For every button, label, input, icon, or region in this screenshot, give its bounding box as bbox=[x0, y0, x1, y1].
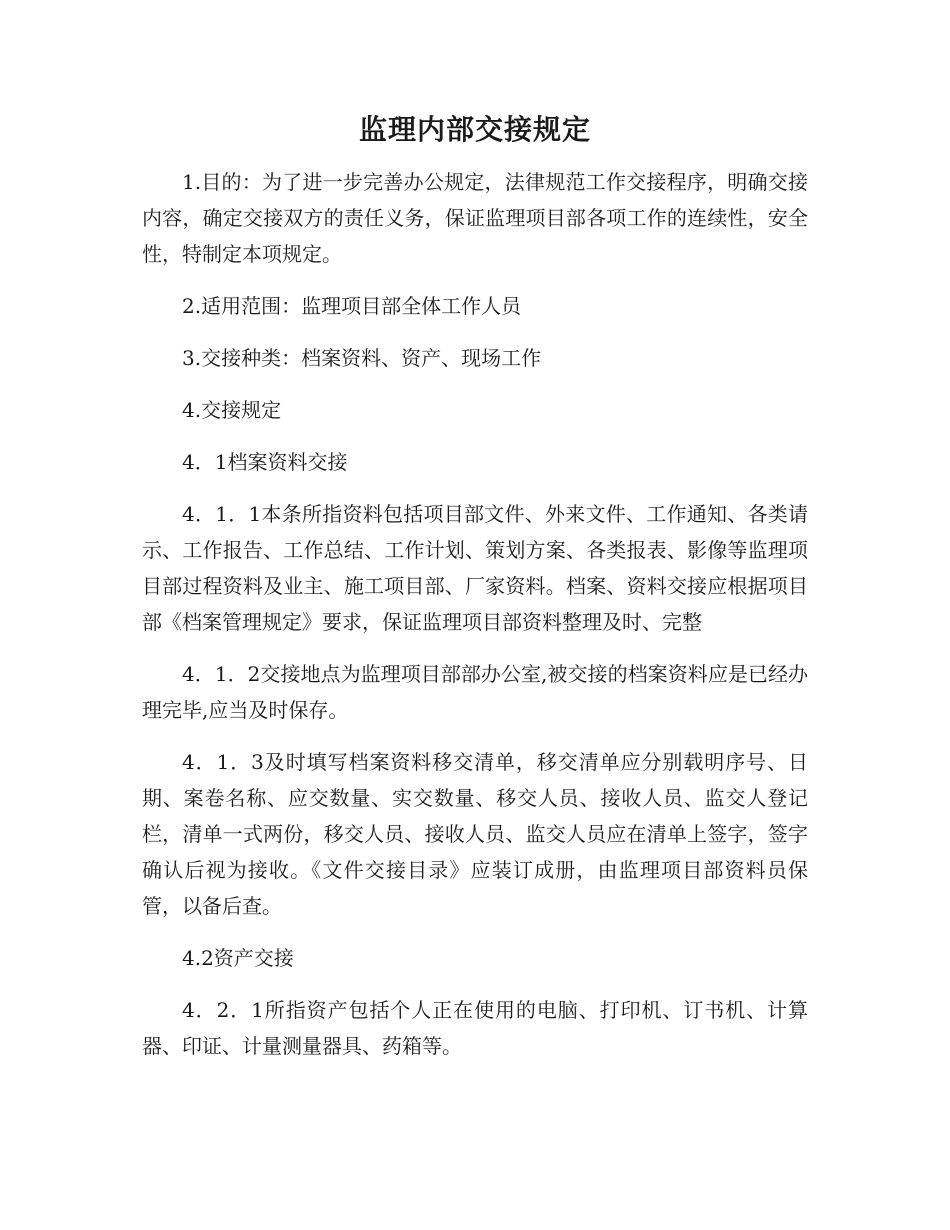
paragraph-archive-location: 4．1．2交接地点为监理项目部部办公室,被交接的档案资料应是已经办理完毕,应当及时保存。 bbox=[142, 662, 808, 722]
document-title: 监理内部交接规定 bbox=[358, 113, 591, 146]
paragraph-archive-heading: 4．1档案资料交接 bbox=[182, 450, 348, 474]
paragraph-purpose: 1.目的：为了进一步完善办公规定，法律规范工作交接程序，明确交接内容，确定交接双方的责任义务，保证监理项目部各项工作的连续性，安全性，特制定本项规定。 bbox=[142, 170, 808, 266]
paragraph-archive-scope: 4．1．1本条所指资料包括项目部文件、外来文件、工作通知、各类请示、工作报告、工作总结、工作计划、策划方案、各类报表、影像等监理项目部过程资料及业主、施工项目部、厂家资料。档案、资料交接应根据项目部《档案管理规定》要求，保证监理项目部资料整理及时、完整 bbox=[142, 502, 808, 634]
paragraph-scope: 2.适用范围：监理项目部全体工作人员 bbox=[182, 294, 522, 318]
paragraph-types: 3.交接种类：档案资料、资产、现场工作 bbox=[182, 346, 542, 370]
paragraph-rules-heading: 4.交接规定 bbox=[182, 398, 282, 422]
paragraph-archive-list: 4．1．3及时填写档案资料移交清单，移交清单应分别载明序号、日期、案卷名称、应交数量、实交数量、移交人员、接收人员、监交人登记栏，清单一式两份，移交人员、接收人员、监交人员应在清单上签字，签字确认后视为接收。《文件交接目录》应装订成册，由监理项目部资料员保管，以备后查。 bbox=[142, 750, 808, 918]
paragraph-assets-heading: 4.2资产交接 bbox=[182, 946, 294, 970]
paragraph-assets-scope: 4．2．1所指资产包括个人正在使用的电脑、打印机、订书机、计算器、印证、计量测量器具、药箱等。 bbox=[142, 998, 808, 1058]
